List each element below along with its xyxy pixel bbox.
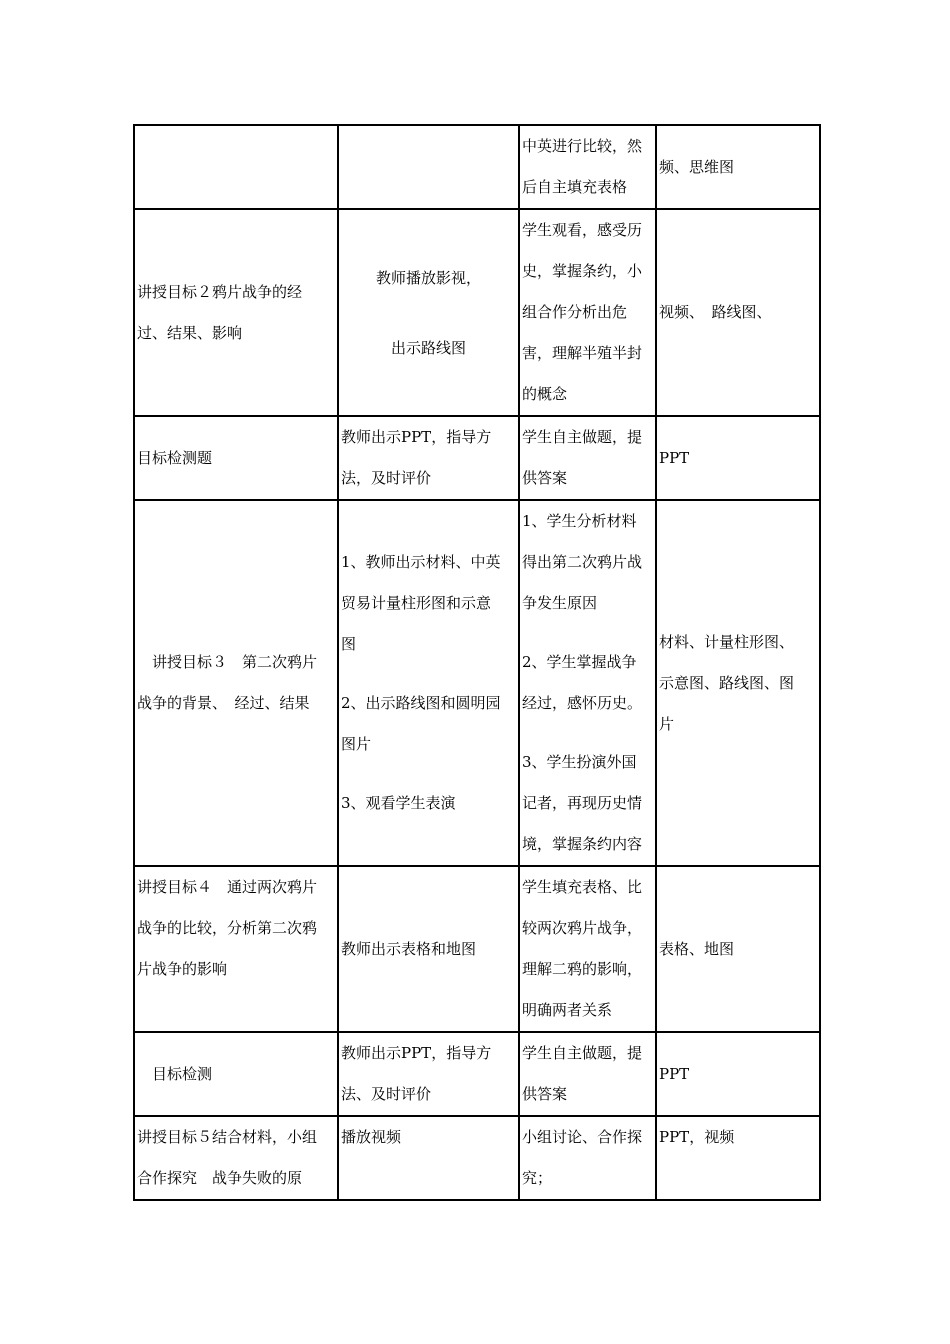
teacher-activity-cell: 1、教师出示材料、中英 贸易计量柱形图和示意 图 2、出示路线图和圆明园 图片 3、观看学生表演 (338, 500, 519, 866)
student-activity-cell: 1、学生分析材料 得出第二次鸦片战 争发生原因 2、学生掌握战争 经过，感怀历史。 3、学生扮演外国 记者，再现历史情 境，掌握条约内容 (519, 500, 656, 866)
student-activity-cell: 学生自主做题，提 供答案 (519, 1032, 656, 1116)
teacher-activity-cell: 播放视频 (338, 1116, 519, 1200)
table-row (134, 416, 820, 500)
table-row (134, 1032, 820, 1116)
goal-cell (134, 125, 338, 209)
student-activity-cell: 学生观看，感受历 史，掌握条约，小 组合作分析出危 害，理解半殖半封 的概念 (519, 209, 656, 416)
teacher-activity-cell: 教师出示表格和地图 (338, 866, 519, 1032)
student-activity-cell: 小组讨论、合作探 究； (519, 1116, 656, 1200)
table-row (134, 1116, 820, 1200)
table-row (134, 866, 820, 1032)
lesson-plan-table (133, 124, 821, 1201)
teacher-activity-cell: 教师出示PPT，指导方 法、及时评价 (338, 1032, 519, 1116)
teacher-activity-cell (338, 125, 519, 209)
student-activity-cell: 学生自主做题，提 供答案 (519, 416, 656, 500)
table-row (134, 125, 820, 209)
teacher-activity-cell: 教师出示PPT，指导方 法，及时评价 (338, 416, 519, 500)
goal-cell: 讲授目标４ 通过两次鸦片 战争的比较，分析第二次鸦 片战争的影响 (134, 866, 338, 1032)
table-row (134, 209, 820, 416)
goal-cell: 讲授目标３ 第二次鸦片 战争的背景、 经过、结果 (134, 500, 338, 866)
goal-cell: 讲授目标５结合材料，小组 合作探究 战争失败的原 (134, 1116, 338, 1200)
student-activity-cell: 学生填充表格、比 较两次鸦片战争， 理解二鸦的影响， 明确两者关系 (519, 866, 656, 1032)
media-cell: PPT (656, 416, 820, 500)
media-cell: PPT，视频 (656, 1116, 820, 1200)
goal-cell: 目标检测 (134, 1032, 338, 1116)
media-cell: 表格、地图 (656, 866, 820, 1032)
media-cell: 频、思维图 (656, 125, 820, 209)
goal-cell: 目标检测题 (134, 416, 338, 500)
media-cell: 材料、计量柱形图、 示意图、路线图、图 片 (656, 500, 820, 866)
table-row (134, 500, 820, 866)
teacher-activity-cell: 教师播放影视， 出示路线图 (338, 209, 519, 416)
goal-cell: 讲授目标２鸦片战争的经 过、结果、影响 (134, 209, 338, 416)
student-activity-cell: 中英进行比较，然 后自主填充表格 (519, 125, 656, 209)
media-cell: 视频、 路线图、 (656, 209, 820, 416)
media-cell: PPT (656, 1032, 820, 1116)
